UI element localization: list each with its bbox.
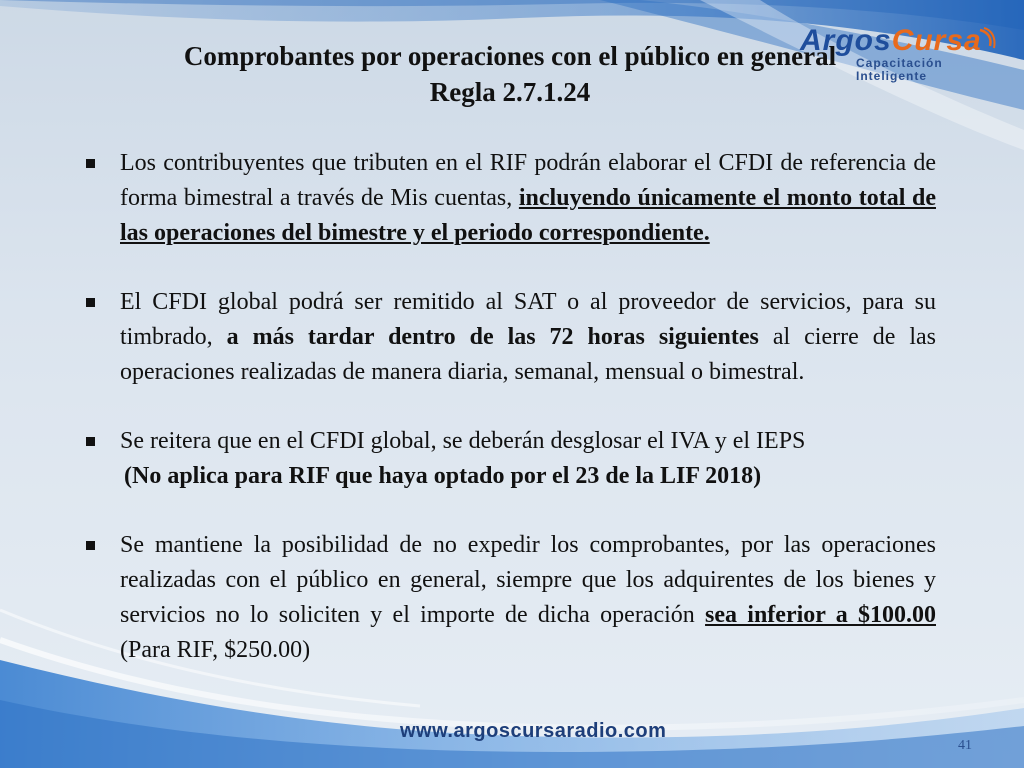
logo-brand-part1: Argos [800, 24, 892, 57]
bullet-list [84, 146, 936, 702]
logo-brand-part2: Cursa [891, 24, 982, 57]
footer-url: www.argoscursaradio.com [400, 720, 667, 742]
bullet-2-text-c: al cierre de las operaciones realizadas de manera diaria, semanal, mensual o bimestral. [120, 324, 936, 385]
slide-title [60, 38, 960, 110]
bullet-square-icon [86, 437, 95, 446]
bullet-4-emphasis: sea inferior a $100.00 [705, 602, 936, 628]
bullet-2-emphasis: a más tardar dentro de las 72 horas siguientes [226, 324, 759, 350]
bullet-item-4 [84, 528, 936, 668]
slide-title-line1: Comprobantes por operaciones con el público en general [183, 41, 837, 71]
bullet-item-1 [84, 146, 936, 251]
radio-waves-icon [976, 26, 998, 50]
logo-tagline-1: Capacitación [856, 56, 943, 70]
bullet-3-text: Se reitera que en el CFDI global, se deberán desglosar el IVA y el IEPS [120, 428, 806, 454]
bullet-4-text-a: Se mantiene la posibilidad de no expedir los comprobantes, por las operaciones realizadas con el público en general, siempre que los adquirentes de los bienes y servicios no lo soliciten y el importe de dicha operación [120, 532, 936, 628]
logo-tagline-2: Inteligente [856, 69, 928, 83]
page-number: 41 [958, 738, 972, 753]
bullet-square-icon [86, 298, 95, 307]
bullet-1-emphasis: incluyendo únicamente el monto total de las operaciones del bimestre y el periodo correspondiente. [120, 185, 936, 246]
bullet-square-icon [86, 159, 95, 168]
bullet-4-text-c: (Para RIF, $250.00) [120, 637, 311, 663]
bullet-3-note: (No aplica para RIF que haya optado por el 23 de la LIF 2018) [124, 463, 762, 489]
bullet-2-text-a: El CFDI global podrá ser remitido al SAT o al proveedor de servicios, para su timbrado, [120, 289, 936, 350]
bullet-item-2 [84, 285, 936, 390]
bullet-item-3 [84, 424, 936, 494]
bullet-1-text: Los contribuyentes que tributen en el RIF podrán elaborar el CFDI de referencia de forma bimestral a través de Mis cuentas, [120, 150, 936, 211]
slide-title-line2: Regla 2.7.1.24 [429, 77, 591, 107]
bullet-square-icon [86, 541, 95, 550]
